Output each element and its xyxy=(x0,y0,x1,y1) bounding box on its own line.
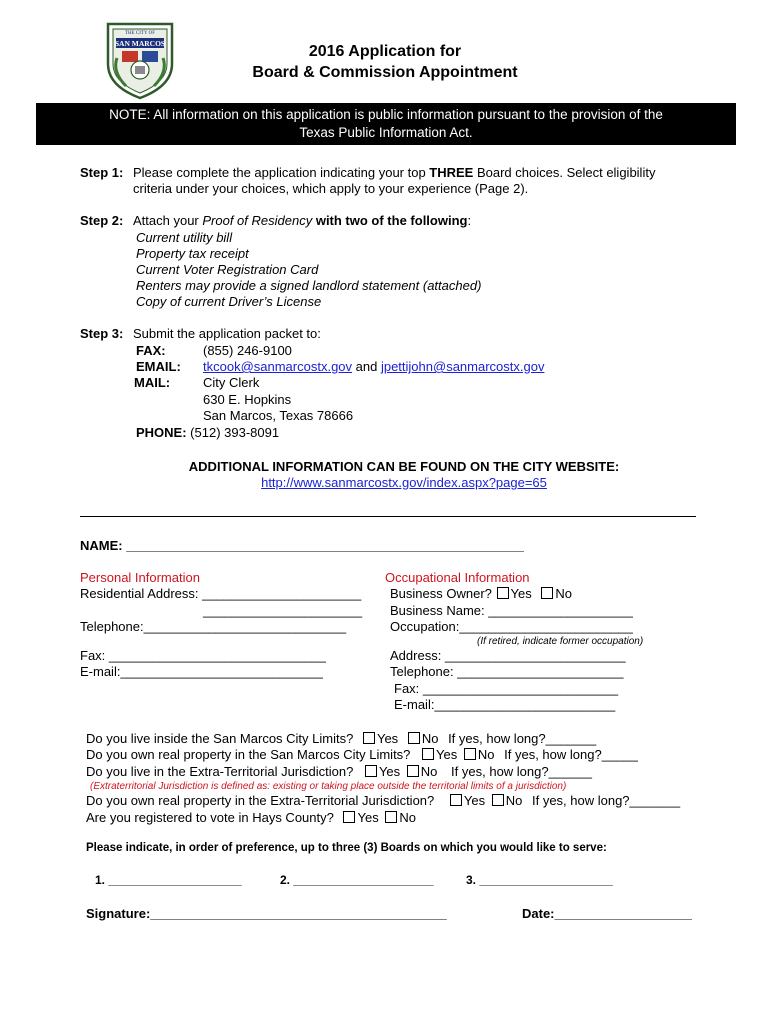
q2-text: Do you own real property in the San Marcos City Limits? xyxy=(86,747,411,762)
q3-how-long: If yes, how long?______ xyxy=(451,764,592,779)
q2-yes-checkbox[interactable] xyxy=(422,748,434,760)
phone-number: (512) 393-8091 xyxy=(186,425,280,440)
board-choice-1[interactable]: 1. ____________________ xyxy=(95,873,242,887)
residency-item: Property tax receipt xyxy=(136,246,249,261)
business-owner-no-checkbox[interactable] xyxy=(541,587,553,599)
step2-italic: Proof of Residency xyxy=(202,213,313,228)
email-addresses xyxy=(203,359,544,374)
yes-label: Yes xyxy=(357,810,379,825)
note-line2: Texas Public Information Act. xyxy=(299,125,473,140)
q1-yes-checkbox[interactable] xyxy=(363,732,375,744)
question-live-etj xyxy=(86,764,592,779)
board-choice-2[interactable]: 2. _____________________ xyxy=(280,873,434,887)
business-owner-yes-checkbox[interactable] xyxy=(497,587,509,599)
no-label: No xyxy=(399,810,416,825)
q2-no-checkbox[interactable] xyxy=(464,748,476,760)
email-label: EMAIL: xyxy=(136,359,181,374)
mail-line1: City Clerk xyxy=(203,375,260,390)
step2-label: Step 2: xyxy=(80,213,124,228)
yes-label: Yes xyxy=(376,731,399,746)
email-link-jpettijohn[interactable]: jpettijohn@sanmarcostx.gov xyxy=(380,359,545,374)
residency-item: Copy of current Driver’s License xyxy=(136,294,322,309)
website-link[interactable]: http://www.sanmarcostx.gov/index.aspx?page=65 xyxy=(261,475,547,490)
residential-address-field-line2[interactable]: ______________________ xyxy=(203,603,363,618)
board-choice-3[interactable]: 3. ____________________ xyxy=(466,873,613,887)
q5-text: Are you registered to vote in Hays County? xyxy=(86,810,334,825)
q4-text: Do you own real property in the Extra-Territorial Jurisdiction? xyxy=(86,793,435,808)
website-link-wrap xyxy=(0,475,770,490)
q5-yes-checkbox[interactable] xyxy=(343,811,355,823)
phone-line xyxy=(136,425,279,440)
etj-definition-note: (Extraterritorial Jurisdiction is defined as: existing or taking place outside the territorial limits of a jurisdiction) xyxy=(90,781,567,792)
yes-label: Yes xyxy=(378,764,401,779)
step2-text xyxy=(133,213,471,228)
telephone-field[interactable]: Telephone:____________________________ xyxy=(80,619,347,634)
question-registered-voter xyxy=(86,810,416,825)
email-field[interactable]: E-mail:____________________________ xyxy=(80,664,323,679)
residential-address-field[interactable]: Residential Address: ______________________ xyxy=(80,586,362,601)
q3-yes-checkbox[interactable] xyxy=(365,765,377,777)
page-title-line2: Board & Commission Appointment xyxy=(252,64,518,81)
signature-field[interactable]: Signature:_________________________________________ xyxy=(86,906,447,921)
business-telephone-field[interactable]: Telephone: _______________________ xyxy=(390,664,624,679)
date-field[interactable]: Date:___________________ xyxy=(522,906,692,921)
q1-text: Do you live inside the San Marcos City Limits? xyxy=(86,731,354,746)
personal-info-heading: Personal Information xyxy=(80,570,200,585)
q2-how-long: If yes, how long?_____ xyxy=(504,747,638,762)
page-title-line1: 2016 Application for xyxy=(308,43,462,60)
step1-post: Board choices. Select eligibility xyxy=(473,165,656,180)
business-owner-row xyxy=(390,586,572,601)
yes-label: Yes xyxy=(510,586,532,601)
question-city-limits xyxy=(86,731,596,746)
business-fax-field[interactable]: Fax: ___________________________ xyxy=(394,681,619,696)
retired-note: (If retired, indicate former occupation) xyxy=(477,636,644,647)
q5-no-checkbox[interactable] xyxy=(385,811,397,823)
step2-post: : xyxy=(467,213,472,228)
no-label: No xyxy=(505,793,523,808)
boards-heading: Please indicate, in order of preference, up to three (3) Boards on which you would like to serve: xyxy=(86,842,607,854)
mail-line3: San Marcos, Texas 78666 xyxy=(203,408,354,423)
business-owner-label: Business Owner? xyxy=(390,586,492,601)
step1-line2: criteria under your choices, which apply to your experience (Page 2). xyxy=(133,181,529,196)
seal-top-text: THE CITY OF xyxy=(124,31,156,36)
yes-label: Yes xyxy=(463,793,486,808)
step3-text: Submit the application packet to: xyxy=(133,326,321,341)
q1-no-checkbox[interactable] xyxy=(408,732,420,744)
step2-bold: with two of the following xyxy=(312,213,468,228)
fax-number: (855) 246-9100 xyxy=(203,343,292,358)
name-field[interactable]: NAME: _______________________________________________________ xyxy=(80,538,524,553)
phone-label: PHONE: xyxy=(136,425,187,440)
yes-label: Yes xyxy=(436,747,458,762)
step1-bold: THREE xyxy=(429,165,474,180)
additional-info-heading: ADDITIONAL INFORMATION CAN BE FOUND ON THE CITY WEBSITE: xyxy=(188,459,620,474)
divider xyxy=(80,516,696,517)
no-label: No xyxy=(420,764,438,779)
q3-text: Do you live in the Extra-Territorial Jurisdiction? xyxy=(86,764,354,779)
email-link-tkcook[interactable]: tkcook@sanmarcostx.gov xyxy=(203,359,353,374)
q4-yes-checkbox[interactable] xyxy=(450,794,462,806)
step2-pre: Attach your xyxy=(133,213,203,228)
q3-no-checkbox[interactable] xyxy=(407,765,419,777)
no-label: No xyxy=(421,731,439,746)
mail-label: MAIL: xyxy=(134,375,171,390)
residency-item: Current utility bill xyxy=(136,230,233,245)
mail-line2: 630 E. Hopkins xyxy=(203,392,292,407)
fax-label: FAX: xyxy=(136,343,166,358)
question-own-property-city xyxy=(86,747,638,762)
occupation-field[interactable]: Occupation:________________________ xyxy=(390,619,633,634)
occupational-info-heading: Occupational Information xyxy=(385,570,530,585)
business-address-field[interactable]: Address: _________________________ xyxy=(390,648,626,663)
seal-name-text: SAN MARCOS xyxy=(114,39,166,48)
q4-how-long: If yes, how long?_______ xyxy=(531,793,681,808)
email-and: and xyxy=(352,359,381,374)
no-label: No xyxy=(477,747,495,762)
residency-item: Current Voter Registration Card xyxy=(136,262,319,277)
step1-pre: Please complete the application indicating your top xyxy=(133,165,430,180)
step3-label: Step 3: xyxy=(80,326,124,341)
step1-text xyxy=(133,165,655,180)
fax-field[interactable]: Fax: ______________________________ xyxy=(80,648,326,663)
public-info-note xyxy=(36,103,736,145)
business-name-field[interactable]: Business Name: ____________________ xyxy=(390,603,633,618)
q4-no-checkbox[interactable] xyxy=(492,794,504,806)
step1-label: Step 1: xyxy=(80,165,124,180)
business-email-field[interactable]: E-mail:_________________________ xyxy=(394,697,616,712)
residency-item: Renters may provide a signed landlord statement (attached) xyxy=(136,278,482,293)
question-own-property-etj xyxy=(86,793,680,808)
note-line1: NOTE: All information on this application is public information pursuant to the provision of the xyxy=(109,107,663,122)
q1-how-long: If yes, how long?_______ xyxy=(448,731,597,746)
no-label: No xyxy=(555,586,572,601)
